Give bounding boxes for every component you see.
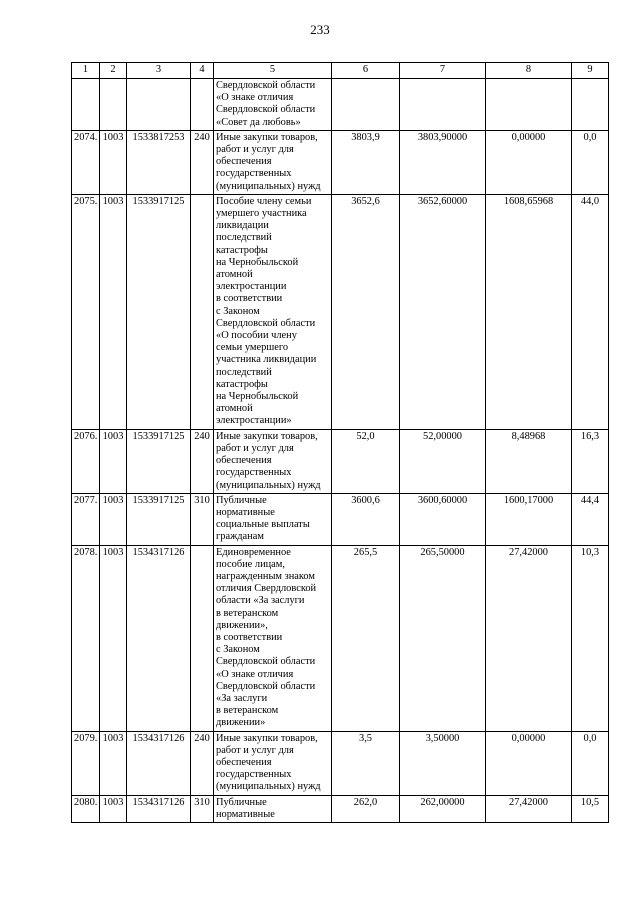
planned-amount-cell: 265,5 (332, 545, 400, 731)
item-name-line: на Чернобыльской (216, 256, 299, 268)
percent-cell: 10,5 (572, 795, 609, 822)
section-code-cell: 1003 (100, 130, 127, 194)
item-name-line: умершего участника (216, 208, 307, 220)
approved-amount-cell: 3652,60000 (400, 194, 486, 429)
section-code-cell: 1003 (100, 795, 127, 822)
item-name-line: движении» (216, 717, 266, 729)
item-name-line: в соответствии (216, 631, 283, 643)
percent-cell: 44,0 (572, 194, 609, 429)
planned-amount-cell: 3600,6 (332, 493, 400, 545)
target-code-cell: 1533917125 (127, 429, 191, 493)
item-name-line: электростанции» (216, 415, 292, 427)
table-row (72, 545, 609, 731)
table-row (72, 795, 609, 822)
target-code-cell (127, 79, 191, 131)
table-row (72, 731, 609, 795)
item-name-line: (муниципальных) нужд (216, 781, 321, 793)
item-name-line: последствий (216, 232, 272, 244)
target-code-cell: 1533917125 (127, 493, 191, 545)
item-name-line: на Чернобыльской (216, 391, 299, 403)
item-name-line: «За заслуги (216, 692, 268, 704)
item-name-line: работ и услуг для (216, 144, 294, 156)
table-body (72, 79, 609, 823)
percent-cell (572, 79, 609, 131)
section-code-cell (100, 79, 127, 131)
table-row (72, 429, 609, 493)
item-name-line: Свердловской области (216, 80, 316, 91)
section-code-cell: 1003 (100, 194, 127, 429)
item-name-line: Иные закупки товаров, (216, 732, 318, 744)
item-name-line: пособие лицам, (216, 558, 285, 570)
section-code-cell: 1003 (100, 545, 127, 731)
table-row (72, 130, 609, 194)
percent-cell: 16,3 (572, 429, 609, 493)
section-code-cell: 1003 (100, 429, 127, 493)
item-name-line: (муниципальных) нужд (216, 479, 321, 491)
executed-amount-cell: 8,48968 (486, 429, 572, 493)
item-name-line: Единовременное (216, 546, 291, 558)
item-name-line: государственных (216, 769, 292, 781)
budget-table (71, 62, 609, 823)
approved-amount-cell: 262,00000 (400, 795, 486, 822)
target-code-cell: 1533917125 (127, 194, 191, 429)
item-name-line: государственных (216, 467, 292, 479)
header-cell: 8 (486, 63, 572, 79)
target-code-cell: 1533817253 (127, 130, 191, 194)
item-name-line: обеспечения (216, 156, 272, 168)
expense-type-cell: 310 (191, 493, 214, 545)
item-name-cell (214, 731, 332, 795)
planned-amount-cell: 3803,9 (332, 130, 400, 194)
table-row (72, 493, 609, 545)
item-name-cell (214, 79, 332, 131)
item-name-line: в ветеранском (216, 705, 279, 717)
section-code-cell: 1003 (100, 731, 127, 795)
executed-amount-cell: 1608,65968 (486, 194, 572, 429)
item-name-line: Иные закупки товаров, (216, 131, 318, 143)
item-name-line: «О пособии члену (216, 330, 297, 342)
item-name-line: социальные выплаты (216, 519, 310, 531)
percent-cell: 10,3 (572, 545, 609, 731)
item-name-line: Публичные (216, 494, 267, 506)
item-name-line: «Совет да любовь» (216, 116, 301, 128)
item-name-line: с Законом (216, 305, 260, 317)
percent-cell: 0,0 (572, 130, 609, 194)
row-number-cell: 2080. (72, 795, 100, 822)
expense-type-cell: 240 (191, 731, 214, 795)
item-name-line: катастрофы (216, 244, 268, 256)
target-code-cell: 1534317126 (127, 731, 191, 795)
item-name-line: «О знаке отличия (216, 92, 294, 104)
approved-amount-cell (400, 79, 486, 131)
item-name-line: государственных (216, 168, 292, 180)
header-cell: 3 (127, 63, 191, 79)
item-name-line: с Законом (216, 644, 260, 656)
header-cell: 7 (400, 63, 486, 79)
target-code-cell: 1534317126 (127, 545, 191, 731)
item-name-line: «О знаке отличия (216, 668, 294, 680)
approved-amount-cell: 3803,90000 (400, 130, 486, 194)
item-name-line: Свердловской области (216, 317, 316, 329)
table-row (72, 194, 609, 429)
planned-amount-cell (332, 79, 400, 131)
header-cell: 4 (191, 63, 214, 79)
item-name-line: работ и услуг для (216, 442, 294, 454)
executed-amount-cell: 27,42000 (486, 545, 572, 731)
item-name-cell (214, 545, 332, 731)
row-number-cell: 2076. (72, 429, 100, 493)
page-number: 233 (310, 22, 330, 37)
expense-type-cell (191, 545, 214, 731)
planned-amount-cell: 3652,6 (332, 194, 400, 429)
target-code-cell: 1534317126 (127, 795, 191, 822)
item-name-line: Пособие члену семьи (216, 195, 312, 207)
expense-type-cell (191, 79, 214, 131)
approved-amount-cell: 3,50000 (400, 731, 486, 795)
item-name-line: работ и услуг для (216, 744, 294, 756)
item-name-line: ликвидации (216, 220, 269, 232)
percent-cell: 44,4 (572, 493, 609, 545)
approved-amount-cell: 3600,60000 (400, 493, 486, 545)
planned-amount-cell: 52,0 (332, 429, 400, 493)
item-name-line: участника ликвидации (216, 354, 317, 366)
table-header-row (72, 63, 609, 79)
header-cell: 1 (72, 63, 100, 79)
item-name-line: обеспечения (216, 756, 272, 768)
expense-type-cell (191, 194, 214, 429)
item-name-line: Иные закупки товаров, (216, 430, 318, 442)
section-code-cell: 1003 (100, 493, 127, 545)
expense-type-cell: 240 (191, 130, 214, 194)
table-row (72, 79, 609, 131)
executed-amount-cell: 27,42000 (486, 795, 572, 822)
item-name-line: (муниципальных) нужд (216, 180, 321, 192)
item-name-line: награжденным знаком (216, 570, 315, 582)
item-name-line: Публичные (216, 796, 267, 808)
item-name-line: в соответствии (216, 293, 283, 305)
header-cell: 5 (214, 63, 332, 79)
item-name-cell (214, 194, 332, 429)
executed-amount-cell: 0,00000 (486, 130, 572, 194)
item-name-line: атомной (216, 403, 253, 415)
item-name-line: катастрофы (216, 378, 268, 390)
item-name-line: атомной (216, 269, 253, 281)
item-name-cell (214, 130, 332, 194)
item-name-line: области «За заслуги (216, 595, 305, 607)
row-number-cell: 2077. (72, 493, 100, 545)
item-name-line: гражданам (216, 531, 264, 543)
expense-type-cell: 240 (191, 429, 214, 493)
item-name-cell (214, 493, 332, 545)
row-number-cell: 2075. (72, 194, 100, 429)
row-number-cell: 2078. (72, 545, 100, 731)
planned-amount-cell: 262,0 (332, 795, 400, 822)
item-name-line: Свердловской области (216, 656, 316, 668)
percent-cell: 0,0 (572, 731, 609, 795)
header-cell: 9 (572, 63, 609, 79)
item-name-line: Свердловской области (216, 680, 316, 692)
header-cell: 6 (332, 63, 400, 79)
item-name-line: нормативные (216, 506, 275, 518)
row-number-cell (72, 79, 100, 131)
item-name-line: движении», (216, 619, 268, 631)
executed-amount-cell: 1600,17000 (486, 493, 572, 545)
row-number-cell: 2079. (72, 731, 100, 795)
executed-amount-cell: 0,00000 (486, 731, 572, 795)
item-name-line: в ветеранском (216, 607, 279, 619)
planned-amount-cell: 3,5 (332, 731, 400, 795)
item-name-line: Свердловской области (216, 104, 316, 116)
approved-amount-cell: 52,00000 (400, 429, 486, 493)
item-name-line: последствий (216, 366, 272, 378)
row-number-cell: 2074. (72, 130, 100, 194)
item-name-line: обеспечения (216, 455, 272, 467)
item-name-cell (214, 795, 332, 822)
item-name-cell (214, 429, 332, 493)
approved-amount-cell: 265,50000 (400, 545, 486, 731)
header-cell: 2 (100, 63, 127, 79)
item-name-line: семьи умершего (216, 342, 289, 354)
item-name-line: электростанции (216, 281, 287, 293)
item-name-line: отличия Свердловской (216, 583, 317, 595)
item-name-line: нормативные (216, 808, 275, 820)
expense-type-cell: 310 (191, 795, 214, 822)
executed-amount-cell (486, 79, 572, 131)
